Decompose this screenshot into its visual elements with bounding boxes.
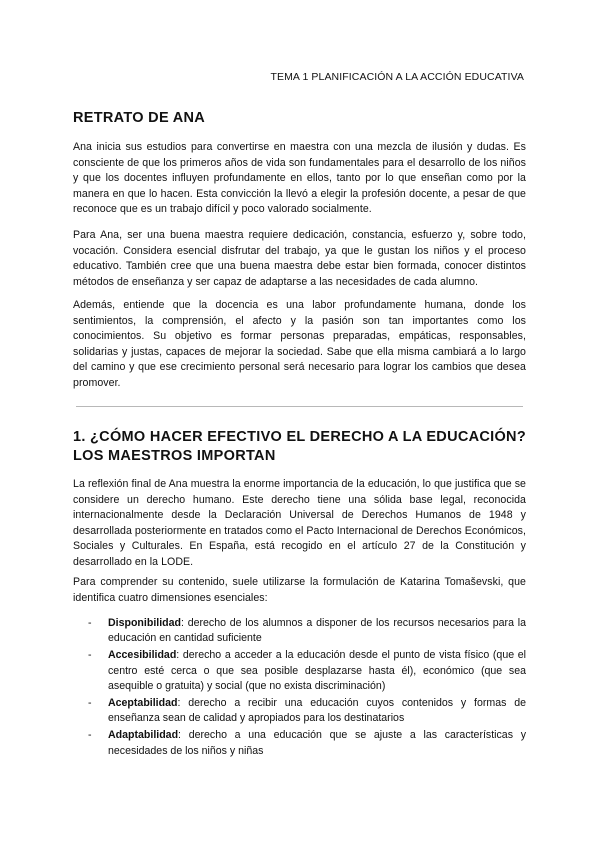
list-item: [73, 648, 526, 694]
section-title-retrato: RETRATO DE ANA: [73, 110, 206, 126]
list-item-text: : derecho a recibir una educación cuyos contenidos y formas de enseñanza sean de calidad y apropiados para los destinatarios: [108, 697, 526, 725]
list-item-text: : derecho a una educación que se ajuste a las características y necesidades de los niños y niñas: [108, 729, 526, 757]
paragraph: La reflexión final de Ana muestra la enorme importancia de la educación, lo que justifica que se considere un derecho humano. Este derecho tiene una sólida base legal, reconocida internacionalmente desde la Declaración Universal de Derechos Humanos de 1948 y desarrollada posteriormente en tratados como el Pacto Internacional de Derechos Económicos, Sociales y Culturales. En España, está recogido en el artículo 27 de la Constitución y desarrollado en la LODE.: [73, 478, 526, 568]
paragraph: Además, entiende que la docencia es una labor profundamente humana, donde los sentimientos, la comprensión, el afecto y la pasión son tan importantes como los conocimientos. Su objetivo es formar personas preparadas, empáticas, responsables, solidarias y justas, capaces de mejorar la sociedad. Sabe que ella misma cambiará a lo largo del camino y que ese crecimiento personal será necesario para lograr los cambios que desea promover.: [73, 299, 526, 389]
list-bullet: -: [88, 649, 92, 662]
dimensions-list: [73, 616, 526, 761]
list-item-text: : derecho de los alumnos a disponer de los recursos necesarios para la educación en cantidad suficiente: [108, 617, 526, 645]
list-item-text: : derecho a acceder a la educación desde el punto de vista físico (que el centro esté cerca o que sea posible desplazarse hasta él), económico (que sea asequible o gratuita) y social (que no exista discriminación): [108, 649, 526, 692]
list-item: [73, 728, 526, 758]
paragraph: Para Ana, ser una buena maestra requiere dedicación, constancia, esfuerzo y, sobre todo, vocación. Considera esencial disfrutar del trabajo, ya que le gustan los niños y el proceso educativo. También cree que una buena maestra debe estar bien formada, conocer distintos métodos de enseñanza y ser capaz de adaptarse a las necesidades de cada alumno.: [73, 229, 526, 288]
list-bullet: -: [88, 697, 92, 710]
paragraph: Ana inicia sus estudios para convertirse en maestra con una mezcla de ilusión y dudas. Es consciente de que los primeros años de vida son fundamentales para el desarrollo de los niños y que los docentes influyen profundamente en ellos, tanto por lo que enseñan como por la manera en que lo hacen. Esta convicción la llevó a elegir la profesión docente, a pesar de que reconoce que es un trabajo difícil y poco valorado socialmente.: [73, 141, 526, 216]
list-item: [73, 696, 526, 726]
section-title-derecho-educacion: 1. ¿CÓMO HACER EFECTIVO EL DERECHO A LA EDUCACIÓN? LOS MAESTROS IMPORTAN: [73, 429, 526, 464]
list-item-term: Aceptabilidad: [108, 697, 178, 710]
list-item: [73, 616, 526, 646]
section-divider: [76, 406, 523, 407]
list-item-term: Adaptabilidad: [108, 729, 179, 742]
paragraph: Para comprender su contenido, suele utilizarse la formulación de Katarina Tomaševski, que identifica cuatro dimensiones esenciales:: [73, 576, 526, 604]
list-bullet: -: [88, 617, 92, 629]
list-item-term: Disponibilidad: [108, 617, 181, 629]
list-item-term: Accesibilidad: [108, 649, 177, 662]
list-bullet: -: [88, 729, 92, 742]
running-header: TEMA 1 PLANIFICACIÓN A LA ACCIÓN EDUCATIVA: [270, 71, 524, 83]
